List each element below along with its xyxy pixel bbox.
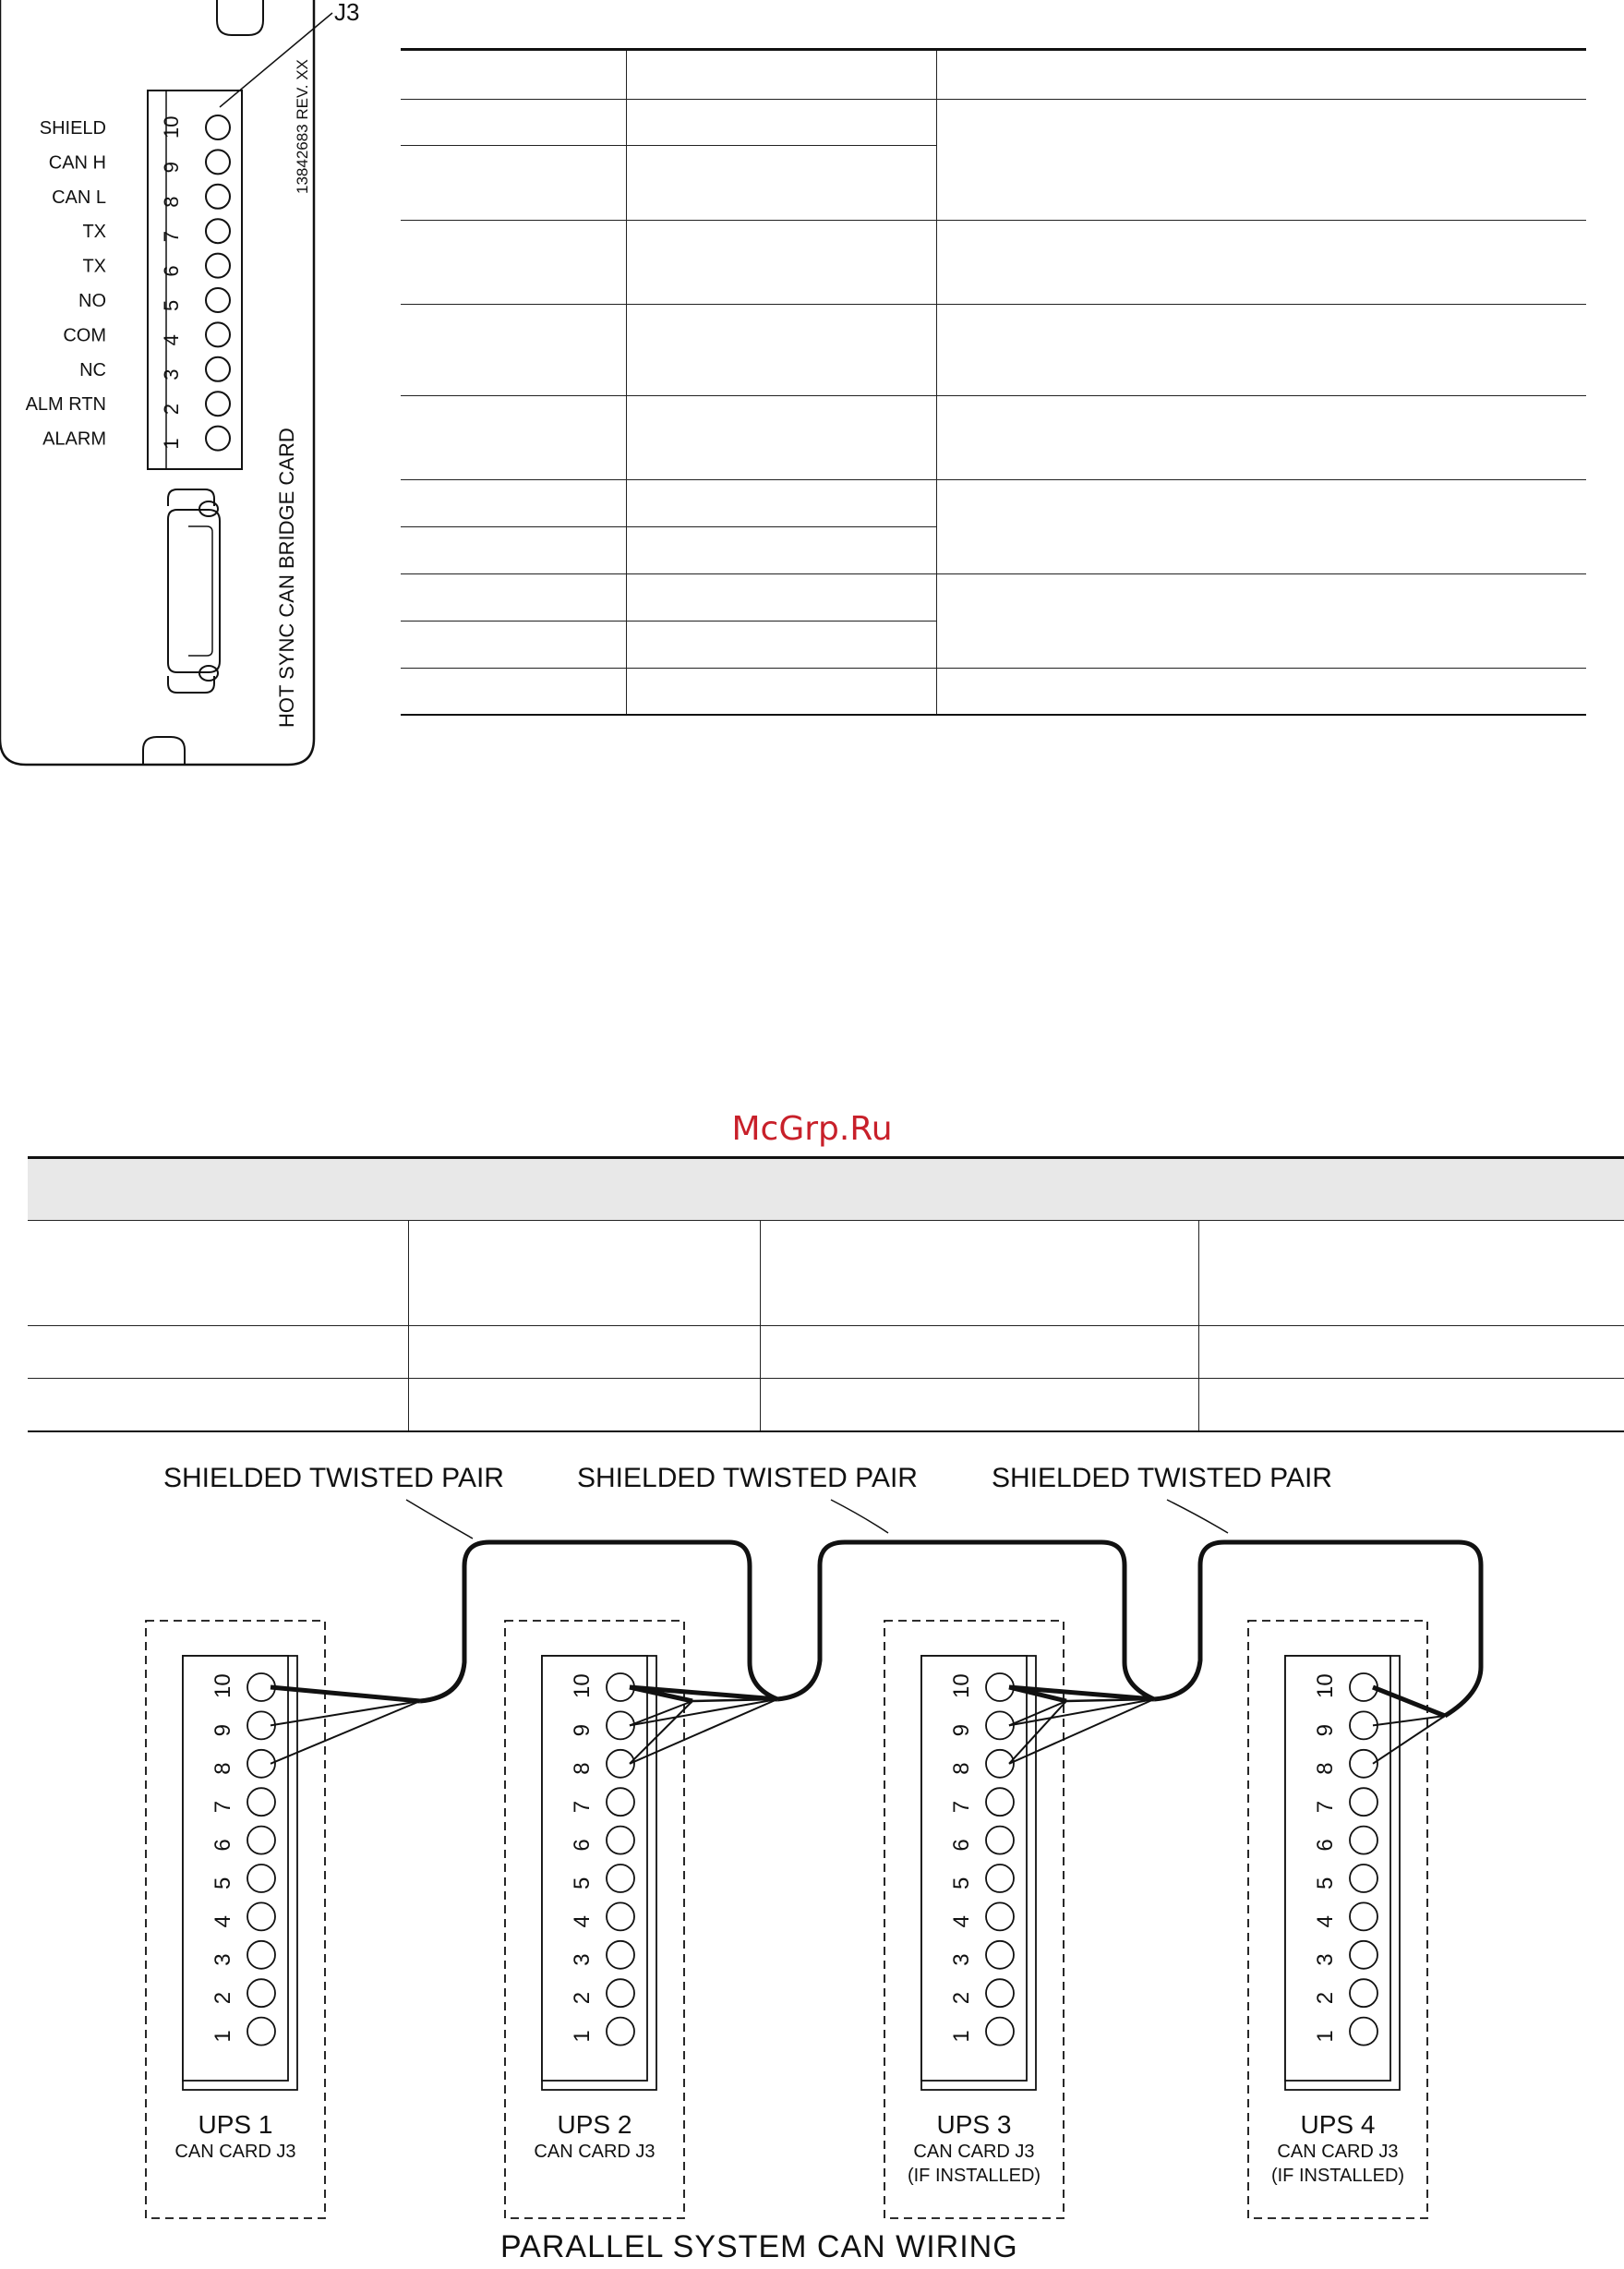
table-title-band bbox=[28, 1158, 1624, 1221]
card-pin-6 bbox=[206, 254, 230, 278]
card-title-vertical: HOT SYNC CAN BRIDGE CARD bbox=[275, 428, 298, 728]
terminal-pin-number: 4 bbox=[949, 1915, 974, 1928]
ups-unit-card-label: CAN CARD J3 bbox=[174, 2142, 296, 2162]
card-pin-number: 2 bbox=[160, 403, 183, 416]
card-pin-label: CAN L bbox=[52, 187, 106, 208]
terminal-pin-number: 2 bbox=[1313, 1991, 1338, 2005]
terminal-pin-number: 6 bbox=[211, 1839, 235, 1852]
card-pin-9 bbox=[206, 150, 230, 174]
card-mount-slot-bottom bbox=[143, 737, 185, 765]
terminal-pin-number: 10 bbox=[570, 1673, 595, 1698]
terminal-pin-number: 6 bbox=[1313, 1839, 1338, 1852]
terminal-pin-number: 9 bbox=[1313, 1724, 1338, 1737]
card-pin-number: 4 bbox=[160, 334, 183, 346]
terminal-pin-number: 3 bbox=[570, 1953, 595, 1966]
ups-unit-name: UPS 2 bbox=[557, 2110, 632, 2139]
card-pin-number: 5 bbox=[160, 299, 183, 311]
conductor-wire bbox=[630, 1699, 777, 1725]
conductor-wire bbox=[271, 1701, 420, 1764]
ups-unit-name: UPS 4 bbox=[1300, 2110, 1376, 2139]
card-pin-2 bbox=[206, 392, 230, 416]
ups-unit-note: (IF INSTALLED) bbox=[1270, 2166, 1405, 2186]
terminal-pin-number: 7 bbox=[211, 1800, 235, 1814]
table-header-row bbox=[401, 50, 1586, 100]
terminal-pin-number: 5 bbox=[211, 1877, 235, 1889]
conductor-wire bbox=[630, 1699, 777, 1764]
terminal-pin-number: 1 bbox=[570, 2030, 595, 2043]
conductor-wire bbox=[1009, 1699, 1154, 1725]
card-pin-number: 9 bbox=[160, 162, 183, 174]
terminal-pin-number: 4 bbox=[1313, 1915, 1338, 1928]
terminal-pin-number: 5 bbox=[949, 1877, 974, 1889]
card-pin-8 bbox=[206, 185, 230, 209]
terminal-pin-number: 9 bbox=[211, 1724, 235, 1737]
terminal-pin-number: 10 bbox=[211, 1673, 235, 1698]
conductor-wire bbox=[1009, 1699, 1154, 1764]
conductor-wire bbox=[271, 1701, 420, 1725]
terminal-pin-number: 8 bbox=[1313, 1762, 1338, 1775]
cable-label-2: SHIELDED TWISTED PAIR bbox=[577, 1463, 918, 1493]
table-row bbox=[401, 669, 1586, 715]
terminal-pin-number: 3 bbox=[949, 1953, 974, 1966]
card-pin-number: 1 bbox=[160, 438, 183, 450]
parallel-can-wiring-diagram bbox=[0, 1450, 1624, 2263]
terminal-pin-number: 2 bbox=[211, 1991, 235, 2005]
table-header-row bbox=[28, 1221, 1624, 1326]
db-connector bbox=[168, 489, 220, 693]
card-pin-3 bbox=[206, 357, 230, 381]
card-pin-label: TX bbox=[82, 222, 106, 243]
card-pin-5 bbox=[206, 288, 230, 312]
terminal-pin-number: 4 bbox=[211, 1915, 235, 1928]
ups-unit-list bbox=[146, 1621, 1427, 2218]
conductor-wire bbox=[271, 1687, 420, 1701]
ups-unit-card-label: CAN CARD J3 bbox=[1277, 2142, 1399, 2162]
terminal-pin-number: 7 bbox=[949, 1800, 974, 1814]
card-pin-label: CAN H bbox=[48, 152, 106, 174]
wiring-diagram-title: PARALLEL SYSTEM CAN WIRING bbox=[500, 2229, 1018, 2263]
wiring-spec-table bbox=[28, 1156, 1624, 1432]
terminal-pin-number: 3 bbox=[211, 1953, 235, 1966]
terminal-pin-number: 6 bbox=[949, 1839, 974, 1852]
cable-label-1: SHIELDED TWISTED PAIR bbox=[163, 1463, 504, 1493]
cable-label-leader-1 bbox=[406, 1500, 473, 1539]
card-pin-label: ALM RTN bbox=[25, 394, 106, 416]
card-outline bbox=[0, 0, 314, 765]
card-pin-1 bbox=[206, 427, 230, 451]
terminal-pin-number: 8 bbox=[949, 1762, 974, 1775]
terminal-pin-number: 2 bbox=[949, 1991, 974, 2005]
table-row bbox=[401, 305, 1586, 396]
ups-unit-3 bbox=[884, 1621, 1064, 2218]
card-pin-label: NC bbox=[79, 359, 106, 380]
cable-label-leader-3 bbox=[1167, 1500, 1228, 1533]
terminal-pin-number: 4 bbox=[570, 1915, 595, 1928]
terminal-pin-number: 5 bbox=[570, 1877, 595, 1889]
card-pin-4 bbox=[206, 322, 230, 346]
terminal-pin-number: 3 bbox=[1313, 1953, 1338, 1966]
card-pin-number: 10 bbox=[160, 115, 183, 139]
card-pinout-table bbox=[401, 48, 1586, 716]
terminal-pin-number: 9 bbox=[949, 1724, 974, 1737]
ups-unit-2 bbox=[505, 1621, 684, 2218]
table-row bbox=[28, 1326, 1624, 1379]
terminal-pin-number: 9 bbox=[570, 1724, 595, 1737]
table-row bbox=[401, 221, 1586, 305]
ups-unit-card-label: CAN CARD J3 bbox=[534, 2142, 656, 2162]
card-pin-label: NO bbox=[78, 291, 106, 311]
card-part-number: 13842683 REV. XX bbox=[294, 59, 311, 194]
terminal-pin-number: 7 bbox=[570, 1800, 595, 1814]
card-pin-number: 8 bbox=[160, 196, 183, 208]
terminal-pin-number: 10 bbox=[1313, 1673, 1338, 1698]
terminal-pin-number: 2 bbox=[570, 1991, 595, 2005]
card-pin-10 bbox=[206, 115, 230, 139]
card-pin-number: 3 bbox=[160, 368, 183, 380]
table-row bbox=[401, 574, 1586, 622]
terminal-pin-number: 7 bbox=[1313, 1800, 1338, 1814]
ups-unit-card-label: CAN CARD J3 bbox=[913, 2142, 1035, 2162]
cable-label-3: SHIELDED TWISTED PAIR bbox=[992, 1463, 1332, 1493]
conductor-fanout bbox=[271, 1687, 1445, 1764]
watermark: McGrp.Ru bbox=[731, 1110, 893, 1148]
card-pin-7 bbox=[206, 219, 230, 243]
j3-label: J3 bbox=[334, 0, 360, 26]
ups-unit-4 bbox=[1248, 1621, 1427, 2218]
ups-unit-1 bbox=[146, 1621, 325, 2218]
card-pin-list bbox=[26, 115, 230, 451]
table-row bbox=[401, 396, 1586, 480]
terminal-pin-number: 1 bbox=[211, 2030, 235, 2043]
table-row bbox=[401, 480, 1586, 527]
table-row bbox=[401, 100, 1586, 146]
card-pin-label: COM bbox=[63, 325, 106, 346]
terminal-pin-number: 8 bbox=[211, 1762, 235, 1775]
card-pin-label: TX bbox=[82, 256, 106, 277]
cable-label-leader-2 bbox=[831, 1500, 888, 1533]
ups-unit-name: UPS 1 bbox=[198, 2110, 273, 2139]
table-row bbox=[28, 1379, 1624, 1431]
terminal-pin-number: 1 bbox=[1313, 2030, 1338, 2043]
terminal-pin-number: 10 bbox=[949, 1673, 974, 1698]
ups-unit-name: UPS 3 bbox=[936, 2110, 1012, 2139]
card-pin-label: ALARM bbox=[42, 428, 106, 450]
card-pin-label: SHIELD bbox=[39, 118, 106, 139]
terminal-pin-number: 5 bbox=[1313, 1877, 1338, 1889]
j3-leader-line bbox=[220, 13, 332, 107]
terminal-pin-number: 8 bbox=[570, 1762, 595, 1775]
card-pin-number: 6 bbox=[160, 265, 183, 277]
terminal-pin-number: 6 bbox=[570, 1839, 595, 1852]
terminal-pin-number: 1 bbox=[949, 2030, 974, 2043]
can-bridge-card-drawing bbox=[0, 0, 388, 776]
card-mount-slot-top bbox=[217, 0, 263, 35]
card-pin-number: 7 bbox=[160, 230, 183, 243]
ups-unit-note: (IF INSTALLED) bbox=[907, 2166, 1041, 2186]
